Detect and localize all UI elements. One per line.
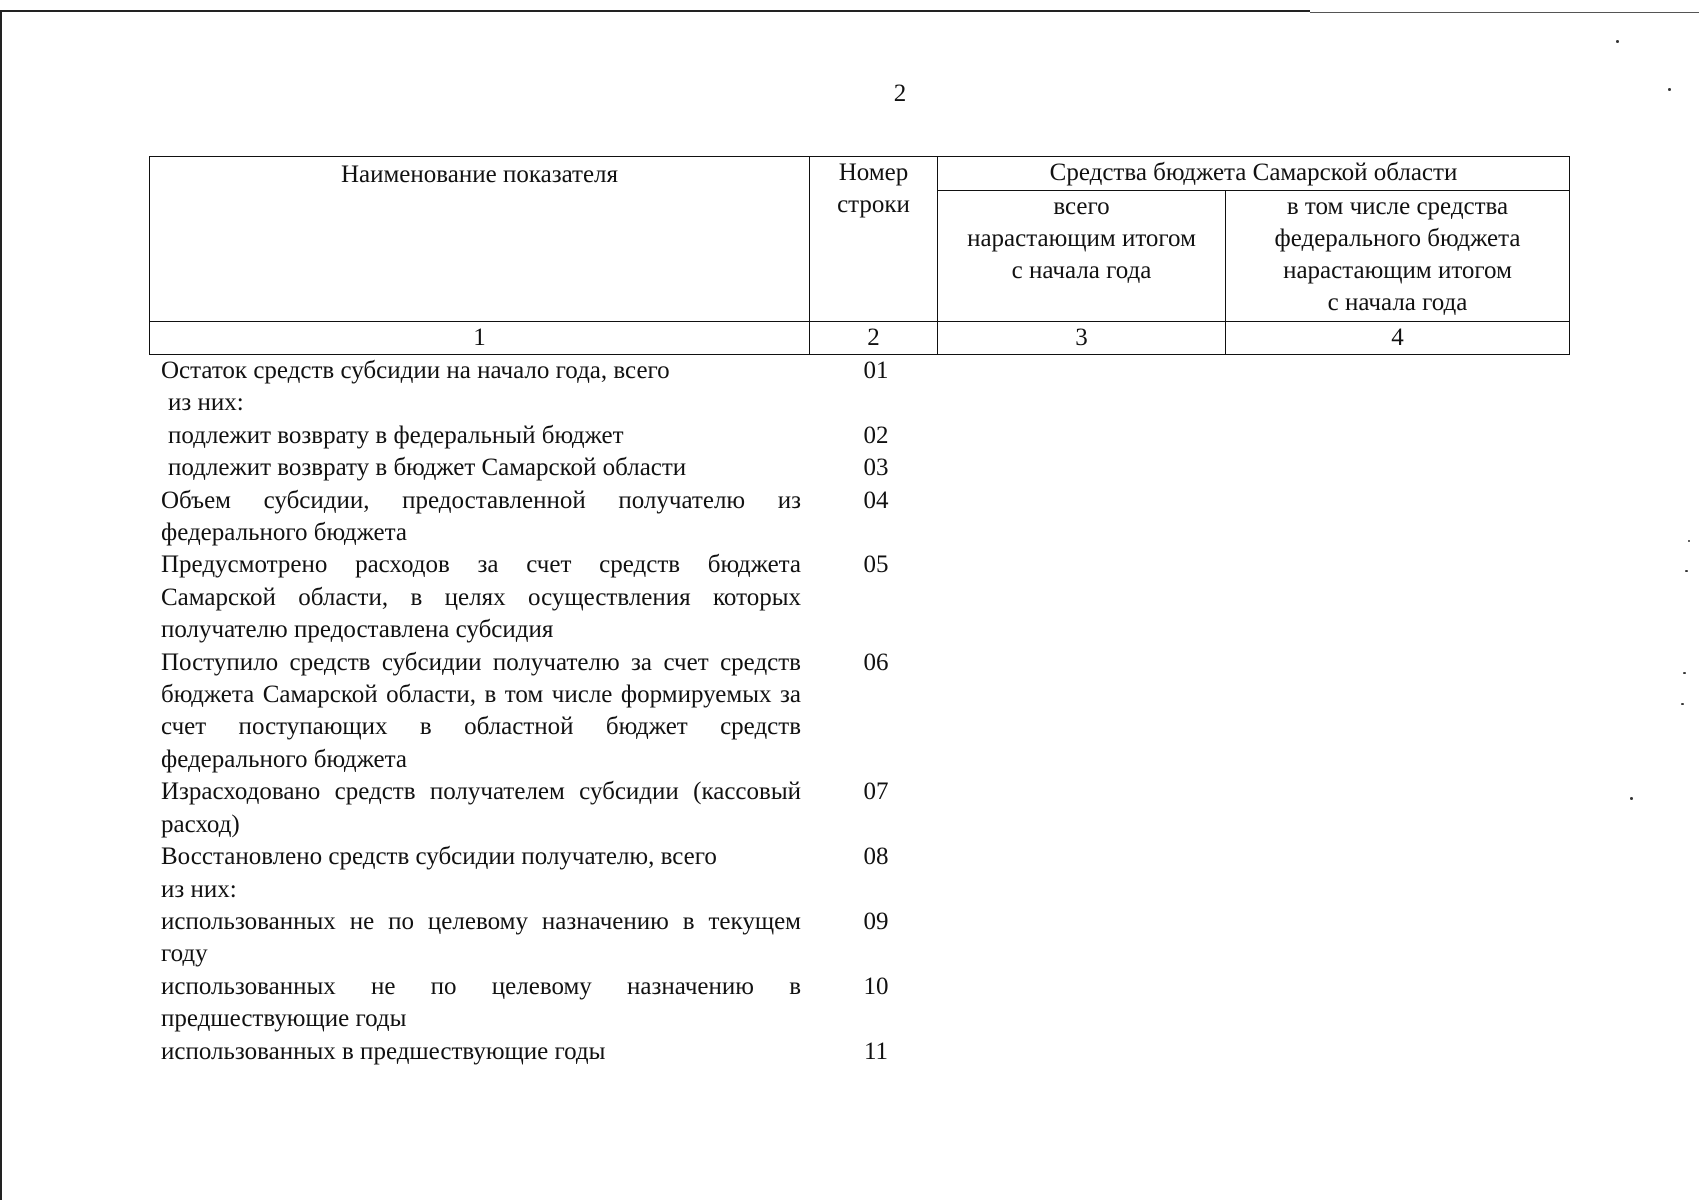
header-line-number-line1: Номер: [838, 159, 909, 186]
header-total-line1: всего: [1053, 192, 1110, 220]
header-federal: [1226, 190, 1570, 321]
row-label: использованных не по целевому назначению в предшествующие годы: [161, 972, 801, 1033]
row-code: 09: [863, 907, 889, 935]
row-label: Восстановлено средств субсидии получателю, всего: [161, 843, 717, 871]
row-label: использованных не по целевому назначению в текущем году: [161, 907, 801, 968]
table-row: [161, 647, 1061, 777]
row-label: из них:: [168, 389, 244, 417]
scan-speck: [1688, 540, 1690, 542]
header-indicator-name-text: Наименование показателя: [340, 161, 619, 188]
row-label: из них:: [161, 875, 237, 903]
table-row: [161, 971, 1061, 1036]
table-row: [161, 452, 1061, 484]
header-line-number-line2: строки: [837, 191, 910, 218]
header-federal-line4: с начала года: [1327, 288, 1468, 316]
header-total: [938, 190, 1226, 321]
header-budget-group-text: Средства бюджета Самарской области: [1049, 159, 1458, 186]
table-row: [161, 1036, 1061, 1068]
row-code: 01: [863, 357, 889, 384]
row-code: 02: [863, 421, 889, 449]
column-number-2: 2: [810, 322, 938, 355]
row-code: 06: [863, 648, 889, 676]
scan-border-top-right: [1310, 12, 1699, 13]
column-number-3: 3: [938, 322, 1226, 355]
header-row-1: [150, 157, 1570, 191]
column-number-1: 1: [150, 322, 810, 355]
row-code: 03: [863, 454, 889, 482]
header-column-numbers: [150, 322, 1570, 355]
table-row: [161, 549, 1061, 646]
header-budget-group: [938, 157, 1570, 191]
row-label: Предусмотрено расходов за счет средств бюджета Самарской области, в целях осуществления которых получателю предоставлена субсидия: [161, 551, 801, 644]
table-row: [161, 841, 1061, 873]
row-label: Израсходовано средств получателем субсидии (кассовый расход): [161, 778, 801, 838]
row-code: 10: [863, 972, 889, 1000]
table-row: [161, 874, 1061, 906]
row-label: Поступило средств субсидии получателю за счет средств бюджета Самарской области, в том числе формируемых за счет поступающих в областной бюджет средств федерального бюджета: [161, 648, 801, 773]
scan-speck: [1668, 88, 1671, 91]
row-code: 07: [863, 778, 889, 806]
page-number: 2: [893, 80, 907, 107]
table-row: [161, 485, 1061, 550]
header-total-line3: с начала года: [1011, 256, 1152, 284]
report-header-table: [149, 156, 1570, 355]
header-line-number: [810, 157, 938, 322]
row-code: 08: [863, 843, 889, 871]
row-label: подлежит возврату в бюджет Самарской области: [168, 454, 687, 482]
row-code: 11: [863, 1037, 889, 1065]
row-code: 04: [863, 486, 889, 514]
table-row: [161, 906, 1061, 971]
header-federal-line3: нарастающим итогом: [1283, 256, 1512, 284]
table-row: [161, 387, 1061, 419]
header-federal-line1: в том числе средства: [1286, 192, 1509, 220]
header-federal-line2: федерального бюджета: [1274, 224, 1521, 252]
table-row: [161, 420, 1061, 452]
scan-border-left: [0, 10, 2, 1200]
scan-speck: [1685, 570, 1688, 572]
table-row: [161, 776, 1061, 841]
table-row: [161, 355, 1061, 387]
row-label: подлежит возврату в федеральный бюджет: [168, 421, 624, 449]
scan-speck: [1616, 40, 1619, 43]
report-rows: [161, 355, 1061, 1068]
header-total-line2: нарастающим итогом: [967, 224, 1196, 252]
header-indicator-name: [150, 157, 810, 322]
scan-speck: [1683, 672, 1686, 674]
row-label: Остаток средств субсидии на начало года, всего: [161, 357, 670, 384]
row-label: использованных в предшествующие годы: [161, 1037, 606, 1065]
scan-speck: [1681, 703, 1684, 705]
scan-speck: [1630, 797, 1633, 800]
row-code: 05: [863, 551, 889, 579]
scan-border-top: [0, 10, 1310, 12]
column-number-4: 4: [1226, 322, 1570, 355]
row-label: Объем субсидии, предоставленной получателю из федерального бюджета: [161, 486, 801, 547]
